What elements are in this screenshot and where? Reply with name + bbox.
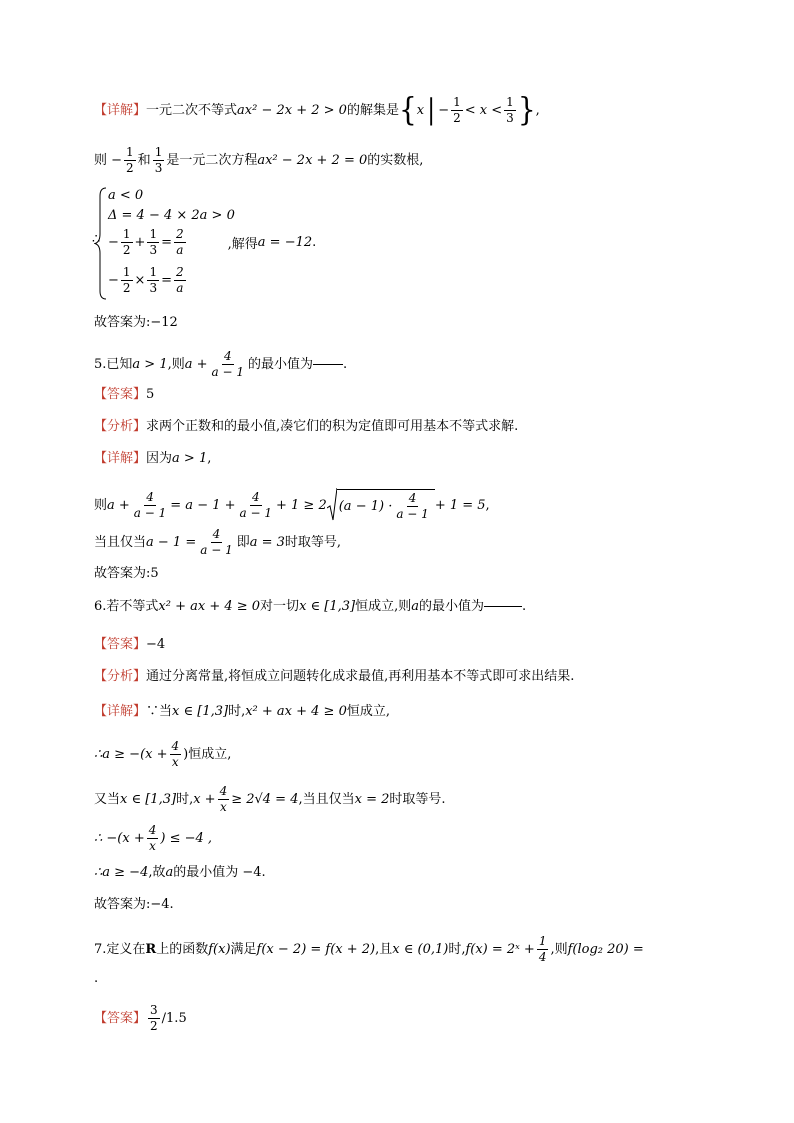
q4-detail-line-1: 【详解】 一元二次不等式 ax² − 2x + 2 > 0 的解集是 { x | − $\frac{1}{2}$ < x < $\frac{1}{3}$ } , [94, 90, 540, 129]
sqrt-symbol: (a − 1) · $\frac{4}{a - 1}$ [327, 488, 435, 522]
q6-answer: 【答案】 −4 [94, 637, 166, 652]
q6-answer-line: 故答案为:−4. [94, 897, 174, 912]
q7-stem: 7.定义在 R 上的函数 f(x) 满足 f(x − 2) = f(x + 2) ,且 x ∈ (0,1) 时, f(x) = 2ˣ + $\frac{1}{4}$ ,则 f(log₂ 20) = [94, 934, 644, 964]
q6-detail-3: 又当 x ∈ [1,3] 时, x + $\frac{4}{x}$ ≥ 2√4 = 4 ,当且仅当 x = 2 时取等号. [94, 784, 446, 814]
q6-detail-1: 【详解】 ∵当 x ∈ [1,3] 时, x² + ax + 4 ≥ 0 恒成立, [94, 704, 390, 719]
sys-solve-text: ,解得 [227, 236, 258, 252]
q4-line2-text1: 则 − [94, 152, 123, 168]
q6-detail-5: ∴a ≥ −4 ,故 a 的最小值为 −4. [94, 865, 266, 880]
q4-set-var: x [416, 102, 425, 118]
sys-row-1: a < 0 [108, 188, 144, 203]
fraction-one-half: $\frac{1}{2}$ [126, 145, 134, 175]
q4-detail-text: 一元二次不等式 [146, 102, 238, 118]
q7-answer: 【答案】 $\frac{3}{2}$ /1.5 [94, 1003, 187, 1033]
fraction-one-third: $\frac{1}{3}$ [154, 145, 163, 175]
q5-detail-2: 则 a + $\frac{4}{a - 1}$ = a − 1 + $\frac{4}{a - 1}$ + 1 ≥ 2 (a − 1) · $\frac{4}{a - 1}$ + 1 = 5 , [94, 489, 490, 521]
q5-detail-3: 当且仅当 a − 1 = $\frac{4}{a - 1}$ 即 a = 3 时取等号, [94, 527, 342, 557]
q5-answer-line: 故答案为:5 [94, 566, 159, 581]
q6-detail-4: ∴ −(x + $\frac{4}{x}$ ) ≤ −4 , [94, 823, 213, 853]
q4-set-lt: < x < [464, 102, 503, 118]
fraction-one-third: $\frac{1}{3}$ [506, 95, 514, 125]
sys-result: a = −12 [257, 234, 313, 250]
q7-stem-dot: . [94, 971, 99, 986]
answer-blank [313, 364, 343, 365]
q4-detail-line-2 [94, 146, 423, 174]
q6-detail-2: ∴a ≥ −(x + $\frac{4}{x}$ )恒成立, [94, 739, 232, 769]
q5-stem: 5.已知 a > 1 ,则 a + $\frac{4}{a - 1}$ 的最小值为 . [94, 349, 348, 379]
left-brace-icon [94, 186, 108, 301]
detail-tag: 【详解】 [94, 102, 147, 118]
q4-answer-line: 故答案为:−12 [94, 315, 178, 330]
therefore-symbol: ∴ [92, 232, 101, 247]
q5-detail-1: 【详解】 因为 a > 1 , [94, 451, 212, 466]
q4-line2-and: 和 [137, 152, 151, 168]
q5-analysis: 【分析】 求两个正数和的最小值,凑它们的积为定值即可用基本不等式求解. [94, 419, 519, 434]
sys-row-2: Δ = 4 − 4 × 2a > 0 [108, 208, 235, 223]
fraction-one-half: $\frac{1}{2}$ [453, 95, 461, 125]
q4-set-minus: − [438, 102, 450, 118]
sys-row-4: − $\frac{1}{2}$ × $\frac{1}{3}$ = $\frac{2}{a}$ [108, 265, 184, 295]
q4-inequality: ax² − 2x + 2 > 0 [237, 102, 347, 118]
q4-line2-text2: 是一元二次方程 [166, 152, 258, 168]
q4-equation-system [94, 186, 424, 301]
q4-line2-text3: 的实数根, [367, 152, 424, 168]
answer-blank [484, 606, 522, 607]
sys-row-3: − $\frac{1}{2}$ + $\frac{1}{3}$ = $\frac{2}{a}$ ,解得 a = −12 . [108, 227, 317, 257]
q4-equation: ax² − 2x + 2 = 0 [257, 152, 368, 168]
q5-answer: 【答案】 5 [94, 387, 155, 402]
q6-stem: 6.若不等式 x² + ax + 4 ≥ 0 对一切 x ∈ [1,3] 恒成立,则 a 的最小值为 . [94, 599, 527, 614]
q4-detail-text2: 的解集是 [346, 102, 399, 118]
q6-analysis: 【分析】 通过分离常量,将恒成立问题转化成求最值,再利用基本不等式即可求出结果. [94, 669, 575, 684]
fraction-4-over-a-1: $\frac{4}{a - 1}$ [211, 349, 244, 379]
